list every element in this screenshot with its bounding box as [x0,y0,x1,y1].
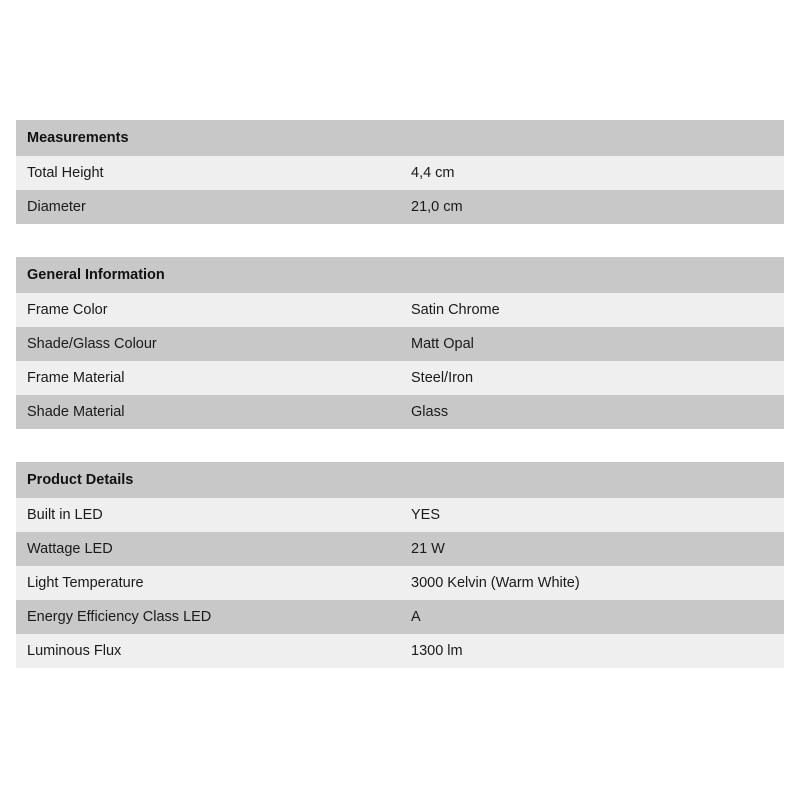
row-label: Frame Material [16,361,400,395]
table-row [16,327,784,361]
row-label: Luminous Flux [16,634,400,668]
table-row [16,532,784,566]
general-information-table [16,257,784,429]
row-value: YES [400,498,784,532]
row-value: 3000 Kelvin (Warm White) [400,566,784,600]
row-label: Shade Material [16,395,400,429]
row-label: Diameter [16,190,400,224]
row-value: 21,0 cm [400,190,784,224]
row-label: Built in LED [16,498,400,532]
product-details-table [16,462,784,668]
row-value: A [400,600,784,634]
table-row [16,190,784,224]
table-heading: Product Details [16,462,784,498]
row-value: 21 W [400,532,784,566]
row-value: Matt Opal [400,327,784,361]
table-header-row [16,462,784,498]
row-label: Wattage LED [16,532,400,566]
table-row [16,498,784,532]
row-value: 1300 lm [400,634,784,668]
table-heading: Measurements [16,120,784,156]
row-value: Steel/Iron [400,361,784,395]
row-value: Glass [400,395,784,429]
row-value: Satin Chrome [400,293,784,327]
row-label: Frame Color [16,293,400,327]
row-label: Total Height [16,156,400,190]
table-row [16,156,784,190]
table-row [16,395,784,429]
table-heading: General Information [16,257,784,293]
table-row [16,361,784,395]
table-row [16,634,784,668]
table-header-row [16,120,784,156]
row-label: Shade/Glass Colour [16,327,400,361]
table-row [16,293,784,327]
table-header-row [16,257,784,293]
row-label: Light Temperature [16,566,400,600]
row-value: 4,4 cm [400,156,784,190]
table-row [16,566,784,600]
table-row [16,600,784,634]
row-label: Energy Efficiency Class LED [16,600,400,634]
measurements-table [16,120,784,224]
